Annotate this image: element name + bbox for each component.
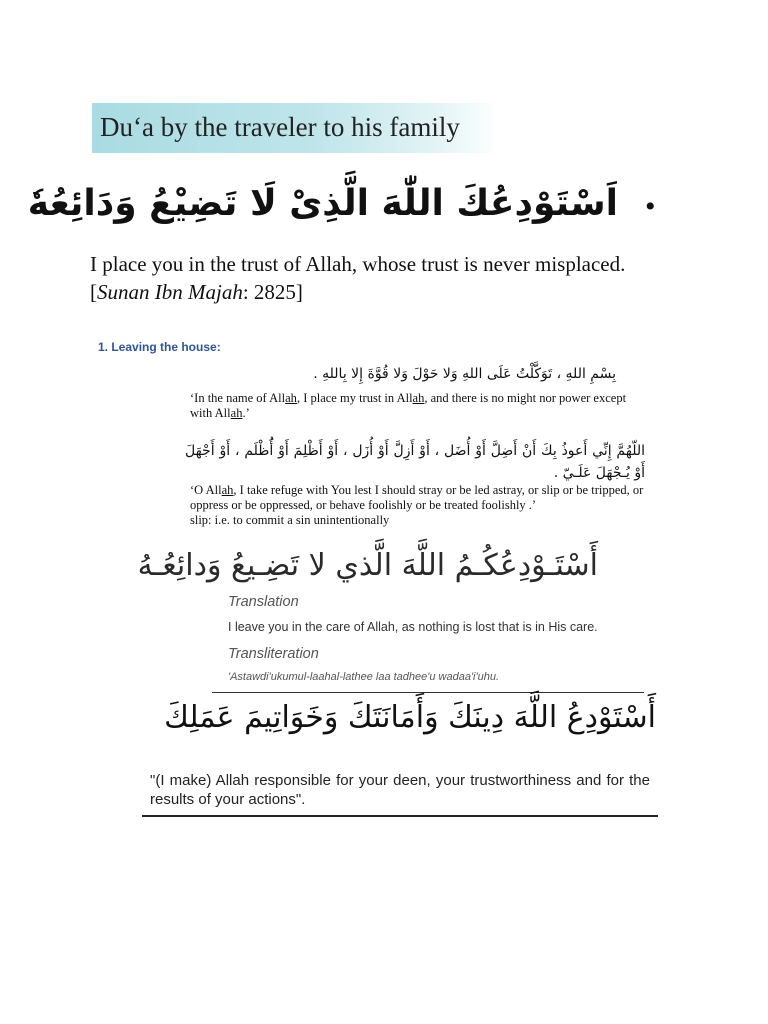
divider-line <box>142 815 658 817</box>
page-title: Du‘a by the traveler to his family <box>100 112 460 142</box>
leaving-house-english-1 <box>190 391 650 421</box>
dua2-arabic: أَسْتَـوْدِعُكُـمُ اللَّهَ الَّذي لا تَضِـيعُ وَدائِعُـهُ <box>137 548 598 583</box>
text-part: , and there is no might nor power except with All <box>190 391 627 420</box>
leaving-house-arabic-2: اللّهُمَّ إِنِّي أَعوذُ بِكَ أَنْ أَضِلَّ أَوْ أُضَل ، أَوْ أَزِلَّ أَوْ أُزَل ، أَوْ أَظْلِمَ أَوْ أَُظْلَم ، أَوْ أَجْهَلَ أَوْ يُـجْهَلَ عَلَـيّ . <box>185 443 645 481</box>
section-heading-leaving-house: 1. Leaving the house: <box>98 340 221 354</box>
bullet-marker: • <box>645 190 656 223</box>
text-part: , I take refuge with You lest I should stray or be led astray, or slip or be tripped, or oppress or be oppressed, or behave foolishly or be treated foolishly .’ <box>190 483 644 512</box>
text-part: ah <box>221 483 234 497</box>
dua3-arabic: أَسْتَوْدِعُ اللَّهَ دِينَكَ وَأَمَانَتَكَ وَخَوَاتِيمَ عَمَلِكَ <box>164 700 656 735</box>
dua-source <box>90 280 303 305</box>
text-part: ‘O All <box>190 483 222 497</box>
text-part: .’ <box>242 406 250 420</box>
translation-text: I leave you in the care of Allah, as nothing is lost that is in His care. <box>228 620 598 634</box>
source-ref: : 2825] <box>242 280 303 304</box>
translation-label: Translation <box>228 594 299 610</box>
divider-line <box>212 692 644 693</box>
footnote-note: slip: i.e. to commit a sin unintentionally <box>190 513 390 527</box>
text-part: ah <box>230 406 243 420</box>
leaving-house-english-2 <box>190 483 660 528</box>
dua-translation-main: I place you in the trust of Allah, whose trust is never misplaced. <box>90 252 626 276</box>
transliteration-label: Transliteration <box>228 646 319 662</box>
dua3-quote: "(I make) Allah responsible for your deen, your trustworthiness and for the results of your actions". <box>150 772 650 808</box>
source-name: Sunan Ibn Majah <box>97 280 243 304</box>
text-part: ‘In the name of All <box>190 391 286 405</box>
source-open: [ <box>90 280 97 304</box>
transliteration-text: 'Astawdi'ukumul-laahal-lathee laa tadhee'u wadaa'i'uhu. <box>228 671 500 683</box>
text-part: ah <box>285 391 297 405</box>
text-part: , I place my trust in All <box>296 391 413 405</box>
leaving-house-arabic-1: بِسْمِ اللهِ ، تَوَكَّلْتُ عَلَى اللهِ وَلا حَوْلَ وَلا قُوَّةَ إِلا بِاللهِ . <box>313 366 616 382</box>
text-part: ah <box>412 391 425 405</box>
dua-arabic-main: اَسْتَوْدِعُكَ اللّٰهَ الَّذِىْ لَا تَضِيْعُ وَدَائِعُهٗ <box>27 183 618 224</box>
